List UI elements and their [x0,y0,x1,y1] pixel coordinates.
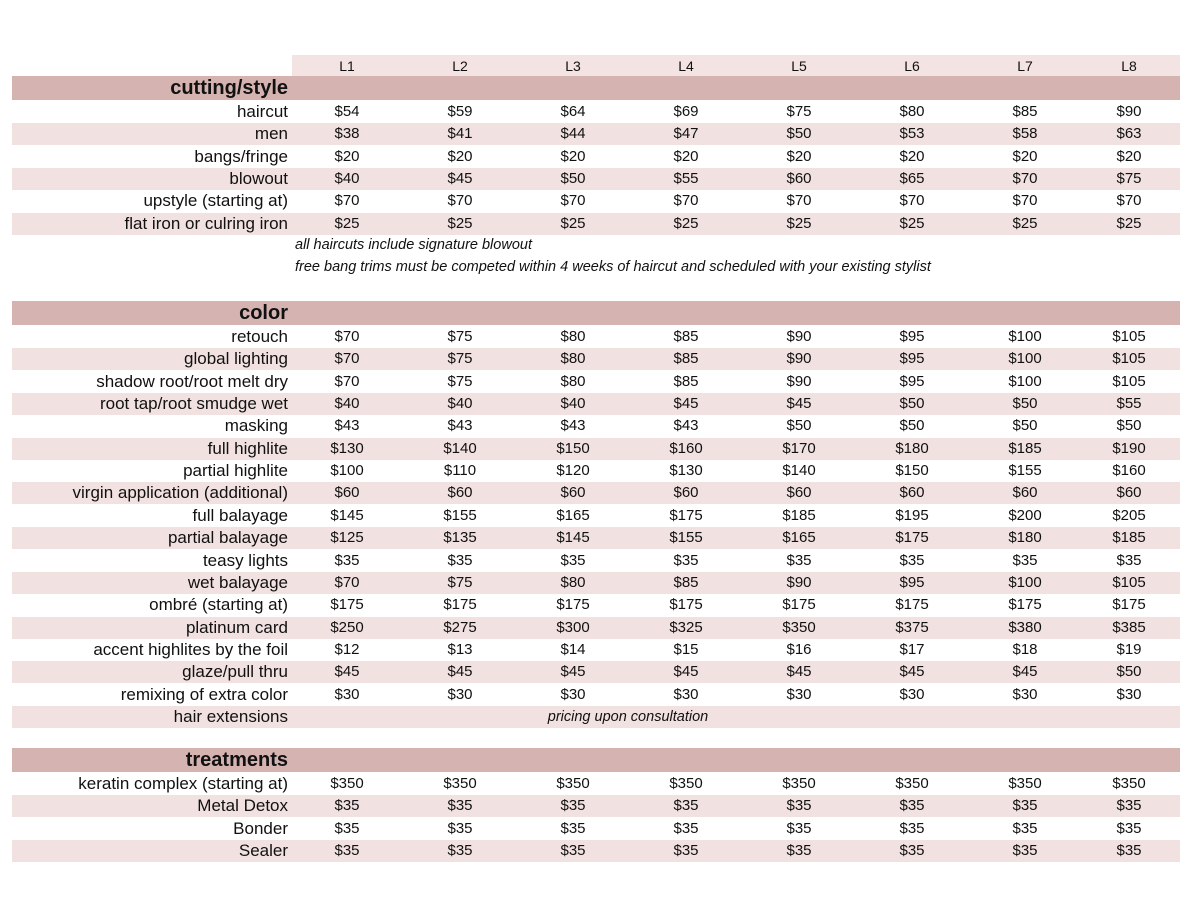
price-cell: $350 [556,775,590,792]
price-cell: $69 [673,103,699,120]
price-cell: $175 [669,596,703,614]
price-cell: $50 [1012,417,1038,435]
price-cell: $380 [1008,618,1042,636]
price-cell: $350 [895,775,929,792]
section-note: all haircuts include signature blowout [295,237,532,253]
price-cell: $58 [1012,125,1038,143]
price-cell: $13 [447,640,473,658]
price-cell: $30 [334,685,360,703]
price-cell: $30 [899,685,925,703]
price-cell: $90 [786,350,812,368]
price-cell: $35 [786,819,812,837]
price-cell: $35 [560,819,586,837]
service-label: Sealer [238,841,288,861]
price-cell: $30 [560,685,586,703]
price-cell: $105 [1112,328,1146,345]
price-cell: $205 [1112,506,1146,524]
price-cell: $35 [1012,797,1038,815]
price-cell: $165 [556,506,590,524]
price-cell: $180 [895,439,929,457]
service-label: keratin complex (starting at) [78,774,288,793]
price-cell: $100 [1008,573,1042,591]
price-cell: $44 [560,125,586,143]
price-cell: $350 [1112,775,1146,792]
price-cell: $60 [786,170,812,188]
price-cell: $70 [1012,170,1038,188]
price-row [0,795,1200,817]
price-cell: $60 [786,484,812,502]
price-cell: $38 [334,125,360,143]
price-row [0,617,1200,639]
price-cell: $25 [560,214,586,232]
price-cell: $175 [443,596,477,614]
price-cell: $70 [673,192,699,210]
price-cell: $75 [1116,170,1142,188]
price-row [0,213,1200,235]
price-cell: $50 [786,125,812,143]
price-cell: $25 [1012,214,1038,232]
price-cell: $70 [334,192,360,210]
level-header-l2: L2 [452,58,468,74]
price-cell: $150 [556,439,590,457]
price-cell: $175 [556,596,590,614]
price-cell: $95 [899,350,925,368]
price-cell: $95 [899,372,925,390]
price-cell: $325 [669,618,703,636]
price-cell: $25 [447,214,473,232]
price-cell: $35 [334,797,360,815]
price-row [0,438,1200,460]
price-cell: $150 [895,462,929,480]
price-row [0,773,1200,795]
price-row [0,168,1200,190]
service-label: haircut [236,102,288,121]
price-cell: $60 [334,484,360,502]
price-cell: $20 [334,147,360,165]
price-row [0,594,1200,616]
price-cell: $45 [673,395,699,413]
price-row [0,348,1200,370]
price-cell: $100 [1008,328,1042,345]
price-cell: $25 [334,214,360,232]
note-row [0,234,1200,256]
price-cell: $19 [1116,640,1142,658]
price-cell: $45 [786,395,812,413]
level-header-l8: L8 [1121,58,1137,74]
price-cell: $35 [560,551,586,569]
service-label: flat iron or culring iron [124,213,288,233]
price-cell: $160 [1112,462,1146,480]
price-cell: $185 [1008,439,1042,457]
service-label: Bonder [233,818,288,838]
price-cell: $45 [1012,663,1038,681]
price-cell: $185 [782,506,816,524]
price-cell: $40 [334,170,360,188]
service-label: remixing of extra color [120,684,288,704]
price-cell: $50 [899,417,925,435]
price-cell: $80 [899,103,925,120]
price-cell: $80 [560,350,586,368]
price-cell: $105 [1112,573,1146,591]
price-cell: $40 [447,395,473,413]
price-cell: $140 [782,462,816,480]
price-cell: $90 [786,573,812,591]
price-cell: $70 [1116,192,1142,210]
price-cell: $64 [560,103,586,120]
price-cell: $350 [669,775,703,792]
price-cell: $85 [673,350,699,368]
price-cell: $85 [673,328,699,345]
price-cell: $35 [1116,842,1142,860]
price-row [0,550,1200,572]
price-cell: $25 [786,214,812,232]
price-cell: $30 [447,685,473,703]
section-title: cutting/style [170,77,288,99]
price-cell: $60 [673,484,699,502]
note-row [0,256,1200,278]
price-cell: $45 [447,663,473,681]
price-cell: $50 [1116,663,1142,681]
price-cell: $50 [899,395,925,413]
price-cell: $25 [1116,214,1142,232]
price-cell: $30 [1116,685,1142,703]
price-cell: $20 [1116,147,1142,165]
price-cell: $43 [447,417,473,435]
price-cell: $75 [447,350,473,368]
price-cell: $100 [330,462,364,480]
price-cell: $35 [1012,819,1038,837]
price-cell: $275 [443,618,477,636]
price-cell: $60 [447,484,473,502]
price-cell: $75 [447,573,473,591]
price-row [0,460,1200,482]
price-cell: $45 [673,663,699,681]
price-cell: $385 [1112,618,1146,636]
service-label: ombré (starting at) [149,595,288,615]
price-cell: $50 [786,417,812,435]
section-title: color [239,302,288,324]
service-label: Metal Detox [197,796,288,816]
price-cell: $165 [782,529,816,547]
price-cell: $175 [1008,596,1042,614]
price-cell: $190 [1112,439,1146,457]
service-label: global lighting [184,349,288,369]
service-label: partial highlite [183,461,288,481]
price-cell: $130 [330,439,364,457]
price-cell: $35 [673,819,699,837]
price-cell: $35 [786,551,812,569]
price-cell: $50 [560,170,586,188]
price-cell: $350 [443,775,477,792]
price-cell: $75 [447,328,473,345]
price-cell: $105 [1112,372,1146,390]
price-cell: $55 [673,170,699,188]
level-header-l7: L7 [1017,58,1033,74]
price-cell: $70 [334,328,360,345]
price-row [0,661,1200,683]
price-row [0,818,1200,840]
price-row [0,706,1200,728]
price-cell: $80 [560,372,586,390]
price-cell: $70 [560,192,586,210]
price-cell: $175 [330,596,364,614]
price-cell: $135 [443,529,477,547]
price-cell: $35 [673,842,699,860]
price-cell: $70 [899,192,925,210]
price-row [0,190,1200,212]
price-cell: $35 [786,842,812,860]
price-cell: $35 [560,797,586,815]
service-label: glaze/pull thru [182,662,288,682]
price-cell: $35 [899,842,925,860]
price-cell: $130 [669,462,703,480]
price-row [0,505,1200,527]
price-cell: $35 [447,551,473,569]
price-cell: $160 [669,439,703,457]
price-cell: $95 [899,573,925,591]
service-label: blowout [229,169,288,189]
price-cell: $54 [334,103,360,120]
price-cell: $75 [447,372,473,390]
service-label: wet balayage [187,572,288,592]
price-cell: $95 [899,328,925,345]
price-cell: $30 [1012,685,1038,703]
price-cell: $155 [443,506,477,524]
service-label: masking [224,416,288,436]
price-cell: $43 [334,417,360,435]
price-cell: $195 [895,506,929,524]
price-cell: $85 [1012,103,1038,120]
price-cell: $25 [673,214,699,232]
price-cell: $175 [1112,596,1146,614]
consultation-note: pricing upon consultation [547,708,709,725]
price-cell: $18 [1012,640,1038,658]
price-cell: $25 [899,214,925,232]
price-row [0,527,1200,549]
price-cell: $375 [895,618,929,636]
service-label: shadow root/root melt dry [96,371,288,391]
price-cell: $120 [556,462,590,480]
price-cell: $20 [786,147,812,165]
price-cell: $175 [895,529,929,547]
level-header-l5: L5 [791,58,807,74]
level-header-l6: L6 [904,58,920,74]
price-cell: $70 [1012,192,1038,210]
price-cell: $20 [1012,147,1038,165]
price-cell: $35 [334,819,360,837]
service-label: hair extensions [173,706,288,726]
price-row [0,684,1200,706]
price-cell: $100 [1008,350,1042,368]
price-cell: $59 [447,103,473,120]
price-cell: $350 [782,618,816,636]
price-cell: $35 [899,797,925,815]
price-row [0,572,1200,594]
price-cell: $30 [786,685,812,703]
price-cell: $145 [556,529,590,547]
level-header-l3: L3 [565,58,581,74]
price-cell: $35 [447,842,473,860]
price-cell: $60 [899,484,925,502]
price-cell: $45 [899,663,925,681]
price-cell: $45 [786,663,812,681]
service-label: full highlite [207,438,288,458]
service-label: platinum card [185,617,288,637]
price-cell: $35 [899,819,925,837]
price-cell: $17 [899,640,925,658]
price-cell: $50 [1116,417,1142,435]
price-cell: $110 [443,462,477,480]
price-cell: $100 [1008,372,1042,390]
price-cell: $35 [1116,551,1142,569]
service-label: root tap/root smudge wet [99,394,288,414]
service-label: full balayage [192,505,288,525]
price-cell: $20 [673,147,699,165]
price-cell: $105 [1112,350,1146,368]
price-cell: $200 [1008,506,1042,524]
price-cell: $35 [673,797,699,815]
price-cell: $40 [334,395,360,413]
price-cell: $155 [669,529,703,547]
price-cell: $175 [669,506,703,524]
service-label: retouch [231,327,288,346]
price-cell: $55 [1116,395,1142,413]
price-cell: $35 [1116,797,1142,815]
price-cell: $75 [786,103,812,120]
section-header-cutting-style [0,76,1200,100]
price-cell: $35 [334,551,360,569]
price-cell: $35 [673,551,699,569]
price-cell: $90 [1116,103,1142,120]
price-cell: $20 [447,147,473,165]
service-label: partial balayage [167,528,288,548]
section-note: free bang trims must be competed within 4 weeks of haircut and scheduled with your existing stylist [295,259,931,276]
price-cell: $155 [1008,462,1042,480]
price-cell: $125 [330,529,364,547]
service-label: upstyle (starting at) [143,191,288,211]
price-cell: $300 [556,618,590,636]
price-cell: $70 [447,192,473,210]
price-row [0,123,1200,145]
level-header-l4: L4 [678,58,694,74]
price-cell: $85 [673,372,699,390]
price-cell: $90 [786,328,812,345]
price-cell: $43 [560,417,586,435]
price-cell: $30 [673,685,699,703]
price-row [0,393,1200,415]
price-cell: $70 [786,192,812,210]
price-cell: $35 [899,551,925,569]
price-row [0,415,1200,437]
price-cell: $180 [1008,529,1042,547]
price-cell: $175 [782,596,816,614]
price-cell: $250 [330,618,364,636]
price-cell: $35 [1012,842,1038,860]
price-cell: $175 [895,596,929,614]
price-cell: $350 [330,775,364,792]
service-label: accent highlites by the foil [93,639,288,659]
price-cell: $140 [443,439,477,457]
price-cell: $90 [786,372,812,390]
price-cell: $45 [334,663,360,681]
price-cell: $45 [560,663,586,681]
price-cell: $45 [447,170,473,188]
price-cell: $80 [560,573,586,591]
price-row [0,639,1200,661]
price-row [0,326,1200,348]
price-cell: $47 [673,125,699,143]
price-cell: $15 [673,640,699,658]
price-cell: $170 [782,439,816,457]
section-header-color [0,301,1200,325]
service-label: teasy lights [202,550,288,570]
price-cell: $70 [334,372,360,390]
service-label: bangs/fringe [194,146,288,166]
level-header-l1: L1 [339,58,355,74]
price-cell: $35 [447,819,473,837]
price-cell: $70 [334,573,360,591]
price-cell: $12 [334,640,360,658]
section-title: treatments [185,749,288,771]
price-cell: $41 [447,125,473,143]
price-cell: $50 [1012,395,1038,413]
service-label: men [254,124,288,144]
price-cell: $85 [673,573,699,591]
price-cell: $14 [560,640,586,658]
price-row [0,482,1200,504]
price-cell: $350 [782,775,816,792]
price-cell: $20 [899,147,925,165]
price-cell: $35 [786,797,812,815]
price-cell: $60 [1116,484,1142,502]
price-cell: $35 [560,842,586,860]
price-cell: $65 [899,170,925,188]
price-cell: $16 [786,640,812,658]
section-header-treatments [0,748,1200,772]
price-cell: $35 [334,842,360,860]
price-cell: $350 [1008,775,1042,792]
price-row [0,840,1200,862]
price-cell: $40 [560,395,586,413]
price-cell: $63 [1116,125,1142,143]
price-cell: $60 [1012,484,1038,502]
price-cell: $70 [334,350,360,368]
price-cell: $185 [1112,529,1146,547]
price-cell: $60 [560,484,586,502]
price-cell: $35 [1012,551,1038,569]
price-row [0,101,1200,123]
service-label: virgin application (additional) [72,483,288,503]
level-header-row [0,55,1200,77]
price-cell: $145 [330,506,364,524]
price-cell: $20 [560,147,586,165]
price-cell: $80 [560,328,586,345]
price-cell: $43 [673,417,699,435]
price-cell: $53 [899,125,925,143]
price-cell: $35 [447,797,473,815]
price-cell: $35 [1116,819,1142,837]
price-row [0,146,1200,168]
price-row [0,371,1200,393]
